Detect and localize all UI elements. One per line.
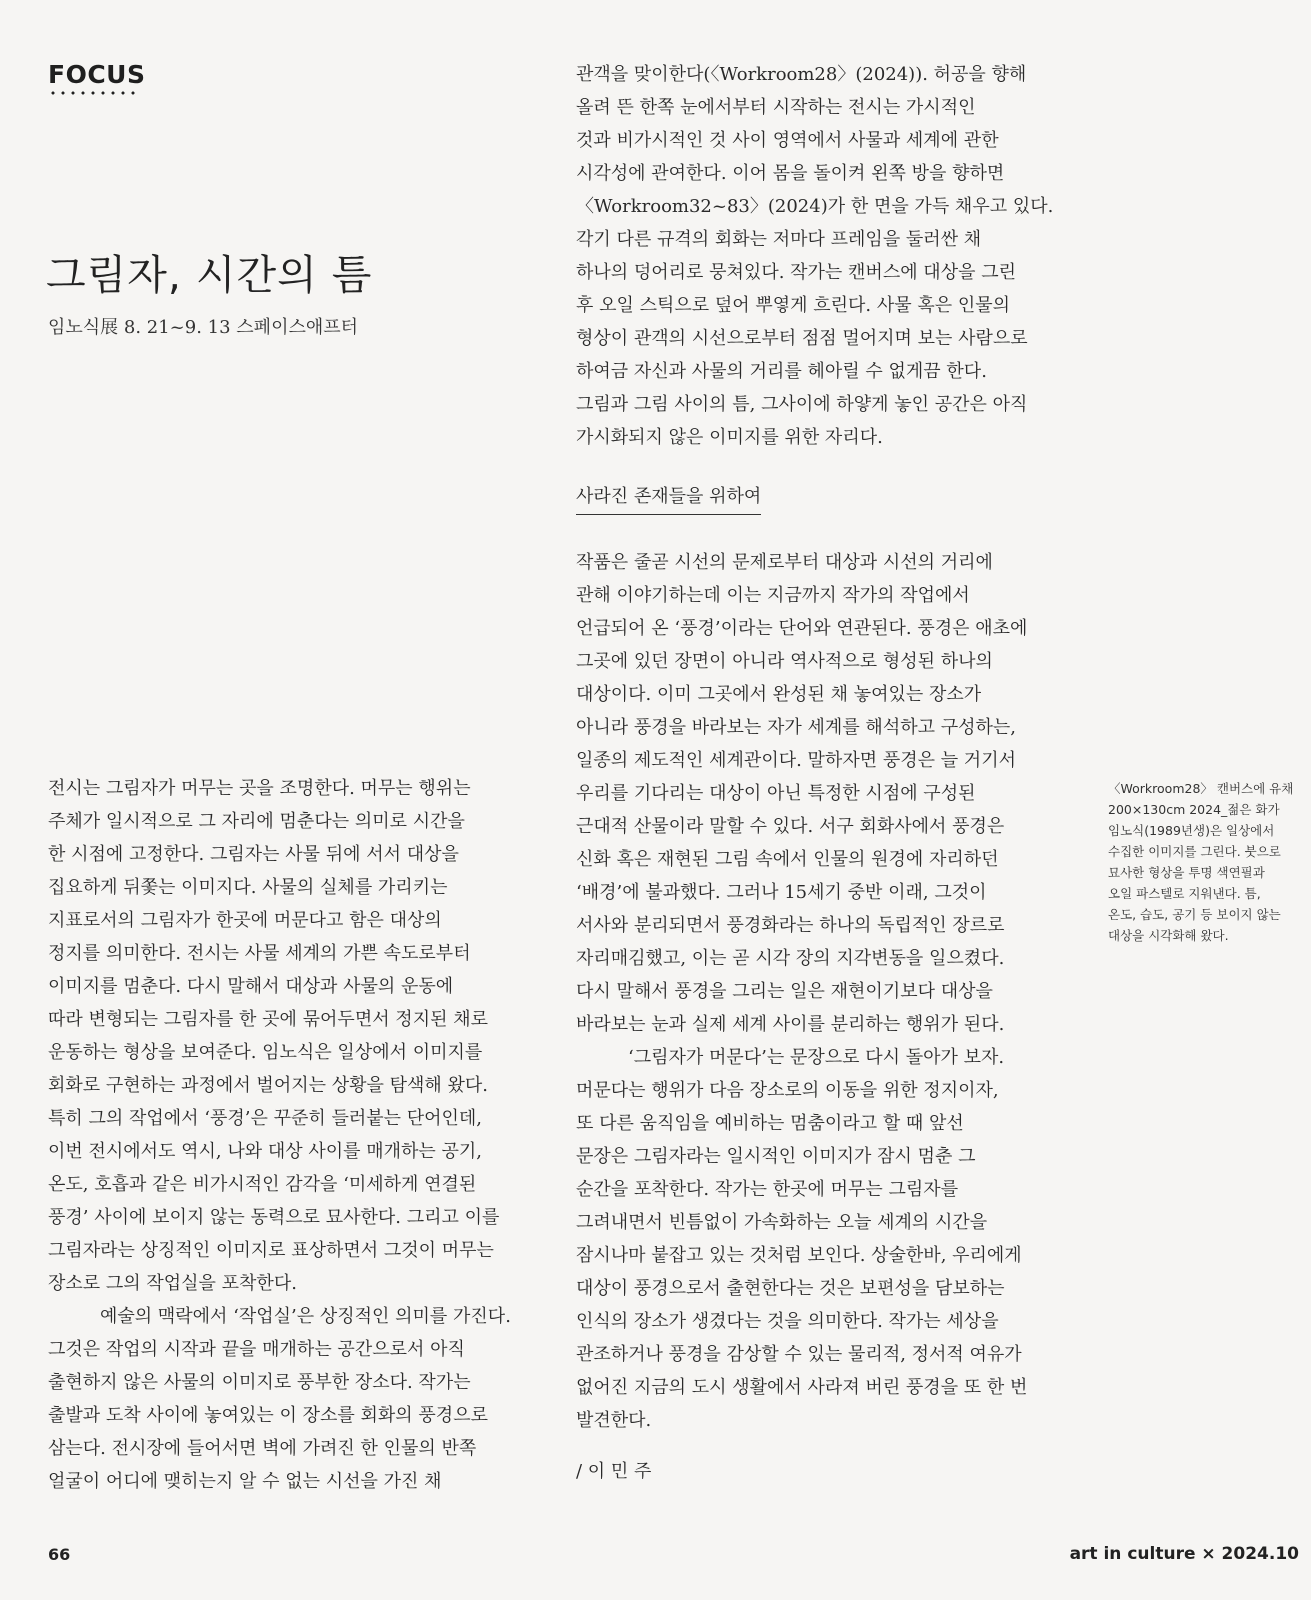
article-title: 그림자, 시간의 틈 (46, 251, 373, 299)
text-line: 일종의 제도적인 세계관이다. 말하자면 풍경은 늘 거기서 (576, 750, 1016, 771)
text-line: 그것은 작업의 시작과 끝을 매개하는 공간으로서 아직 (48, 1339, 465, 1360)
text-line: 순간을 포착한다. 작가는 한곳에 머무는 그림자를 (576, 1179, 959, 1200)
caption-line: 200×130cm 2024_젊은 화가 (1108, 802, 1280, 817)
text-line: 이미지를 멈춘다. 다시 말해서 대상과 사물의 운동에 (48, 976, 454, 997)
text-line: 문장은 그림자라는 일시적인 이미지가 잠시 멈춘 그 (576, 1146, 976, 1167)
text-line: 온도, 호흡과 같은 비가시적인 감각을 ‘미세하게 연결된 (48, 1174, 477, 1195)
right-column-top (576, 58, 1086, 454)
text-line: 운동하는 형상을 보여준다. 임노식은 일상에서 이미지를 (48, 1042, 483, 1063)
text-line: 후 오일 스틱으로 덮어 뿌옇게 흐린다. 사물 혹은 인물의 (576, 295, 1011, 316)
section-label: FOCUS (48, 60, 146, 89)
text-line: 그림자라는 상징적인 이미지로 표상하면서 그것이 머무는 (48, 1240, 494, 1261)
caption-line: 수집한 이미지를 그린다. 붓으로 (1108, 844, 1281, 859)
text-line: 가시화되지 않은 이미지를 위한 자리다. (576, 427, 883, 448)
text-line: 그곳에 있던 장면이 아니라 역사적으로 형성된 하나의 (576, 651, 993, 672)
text-line: 대상이 풍경으로서 출현한다는 것은 보편성을 담보하는 (576, 1278, 1005, 1299)
text-line: 이번 전시에서도 역시, 나와 대상 사이를 매개하는 공기, (48, 1141, 483, 1162)
text-line: 그려내면서 빈틈없이 가속화하는 오늘 세계의 시간을 (576, 1212, 988, 1233)
caption-line: 대상을 시각화해 왔다. (1108, 928, 1229, 943)
text-line: 머문다는 행위가 다음 장소로의 이동을 위한 정지이자, (576, 1080, 999, 1101)
left-column (48, 772, 568, 1498)
text-line: 것과 비가시적인 것 사이 영역에서 사물과 세계에 관한 (576, 130, 999, 151)
text-line: 주체가 일시적으로 그 자리에 멈춘다는 의미로 시간을 (48, 811, 465, 832)
text-line: 작품은 줄곧 시선의 문제로부터 대상과 시선의 거리에 (576, 552, 993, 573)
right-column-bottom (576, 546, 1086, 1437)
text-line: 회화로 구현하는 과정에서 벌어지는 상황을 탐색해 왔다. (48, 1075, 488, 1096)
text-line: 신화 혹은 재현된 그림 속에서 인물의 원경에 자리하던 (576, 849, 999, 870)
caption-line: 묘사한 형상을 투명 색연필과 (1108, 865, 1265, 880)
text-line: 하나의 덩어리로 뭉쳐있다. 작가는 캔버스에 대상을 그린 (576, 262, 1016, 283)
text-line: 관조하거나 풍경을 감상할 수 있는 물리적, 정서적 여유가 (576, 1344, 1022, 1365)
text-line: 한 시점에 고정한다. 그림자는 사물 뒤에 서서 대상을 (48, 844, 459, 865)
text-line: 서사와 분리되면서 풍경화라는 하나의 독립적인 장르로 (576, 915, 1005, 936)
text-line: ‘그림자가 머문다’는 문장으로 다시 돌아가 보자. (628, 1047, 1005, 1068)
text-line: 형상이 관객의 시선으로부터 점점 멀어지며 보는 사람으로 (576, 328, 1028, 349)
section-dotted-rule (48, 91, 138, 95)
text-line: 지표로서의 그림자가 한곳에 머문다고 함은 대상의 (48, 910, 442, 931)
text-line: 집요하게 뒤쫓는 이미지다. 사물의 실체를 가리키는 (48, 877, 448, 898)
text-line: 얼굴이 어디에 맺히는지 알 수 없는 시선을 가진 채 (48, 1471, 442, 1492)
text-line: 각기 다른 규격의 회화는 저마다 프레임을 둘러싼 채 (576, 229, 982, 250)
text-line: ‘배경’에 불과했다. 그러나 15세기 중반 이래, 그것이 (576, 882, 987, 903)
text-line: 없어진 지금의 도시 생활에서 사라져 버린 풍경을 또 한 번 (576, 1377, 1028, 1398)
text-line: 예술의 맥락에서 ‘작업실’은 상징적인 의미를 가진다. (100, 1306, 511, 1327)
text-line: 또 다른 움직임을 예비하는 멈춤이라고 할 때 앞선 (576, 1113, 964, 1134)
text-line: 정지를 의미한다. 전시는 사물 세계의 가쁜 속도로부터 (48, 943, 471, 964)
section-subheading: 사라진 존재들을 위하여 (576, 482, 761, 515)
caption-line: 〈Workroom28〉 캔버스에 유채 (1108, 781, 1294, 796)
text-line: 삼는다. 전시장에 들어서면 벽에 가려진 한 인물의 반쪽 (48, 1438, 477, 1459)
caption-line: 임노식(1989년생)은 일상에서 (1108, 823, 1275, 838)
magazine-footer: art in culture × 2024.10 (1069, 1544, 1299, 1564)
text-line: 우리를 기다리는 대상이 아닌 특정한 시점에 구성된 (576, 783, 976, 804)
text-line: 올려 뜬 한쪽 눈에서부터 시작하는 전시는 가시적인 (576, 97, 976, 118)
image-caption (1108, 778, 1304, 946)
text-line: 바라보는 눈과 실제 세계 사이를 분리하는 행위가 된다. (576, 1014, 1005, 1035)
text-line: 잠시나마 붙잡고 있는 것처럼 보인다. 상술한바, 우리에게 (576, 1245, 1022, 1266)
text-line: 관객을 맞이한다(〈Workroom28〉(2024)). 허공을 향해 (576, 64, 1027, 85)
text-line: 다시 말해서 풍경을 그리는 일은 재현이기보다 대상을 (576, 981, 993, 1002)
text-line: 관해 이야기하는데 이는 지금까지 작가의 작업에서 (576, 585, 970, 606)
text-line: 하여금 자신과 사물의 거리를 헤아릴 수 없게끔 한다. (576, 361, 987, 382)
caption-line: 오일 파스텔로 지워낸다. 틈, (1108, 886, 1261, 901)
text-line: 발견한다. (576, 1410, 652, 1431)
text-line: 특히 그의 작업에서 ‘풍경’은 꾸준히 들러붙는 단어인데, (48, 1108, 483, 1129)
text-line: 언급되어 온 ‘풍경’이라는 단어와 연관된다. 풍경은 애초에 (576, 618, 1028, 639)
text-line: 근대적 산물이라 말할 수 있다. 서구 회화사에서 풍경은 (576, 816, 1005, 837)
text-line: 그림과 그림 사이의 틈, 그사이에 하얗게 놓인 공간은 아직 (576, 394, 1028, 415)
text-line: 풍경’ 사이에 보이지 않는 동력으로 묘사한다. 그리고 이를 (48, 1207, 500, 1228)
text-line: 장소로 그의 작업실을 포착한다. (48, 1273, 297, 1294)
page-number: 66 (48, 1545, 71, 1564)
text-line: 〈Workroom32~83〉(2024)가 한 면을 가득 채우고 있다. (576, 196, 1054, 217)
text-line: 시각성에 관여한다. 이어 몸을 돌이켜 왼쪽 방을 향하면 (576, 163, 1005, 184)
caption-line: 온도, 습도, 공기 등 보이지 않는 (1108, 907, 1281, 922)
text-line: 따라 변형되는 그림자를 한 곳에 묶어두면서 정지된 채로 (48, 1009, 488, 1030)
article-subtitle: 임노식展 8. 21~9. 13 스페이스애프터 (48, 317, 359, 338)
text-line: 아니라 풍경을 바라보는 자가 세계를 해석하고 구성하는, (576, 717, 1016, 738)
text-line: 인식의 장소가 생겼다는 것을 의미한다. 작가는 세상을 (576, 1311, 999, 1332)
text-line: 자리매김했고, 이는 곧 시각 장의 지각변동을 일으켰다. (576, 948, 1005, 969)
author-byline: / 이 민 주 (576, 1461, 652, 1482)
text-line: 출발과 도착 사이에 놓여있는 이 장소를 회화의 풍경으로 (48, 1405, 488, 1426)
text-line: 대상이다. 이미 그곳에서 완성된 채 놓여있는 장소가 (576, 684, 982, 705)
text-line: 전시는 그림자가 머무는 곳을 조명한다. 머무는 행위는 (48, 778, 471, 799)
text-line: 출현하지 않은 사물의 이미지로 풍부한 장소다. 작가는 (48, 1372, 471, 1393)
